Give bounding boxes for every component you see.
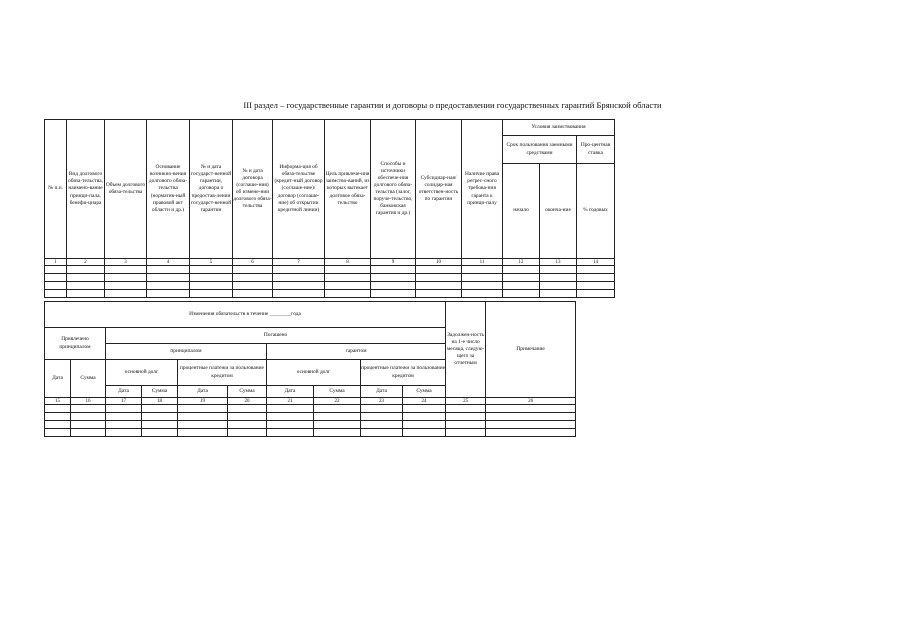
col-num: 14	[577, 259, 615, 266]
col-num: 13	[540, 259, 577, 266]
guarantees-table	[44, 119, 615, 298]
attracted-sum-header: Сумма	[71, 360, 106, 398]
changes-header: Изменения обязательств в течение ________года	[45, 302, 446, 328]
col-num: 12	[503, 259, 540, 266]
col-num: 2	[67, 259, 105, 266]
col-obligation-type-header: Вид долгового обяза-тельства, наимено-вание принци-пала, бенефи-циара	[67, 120, 105, 259]
term-header: Срок пользования заемными средствами	[503, 136, 577, 164]
principal-main-debt-header: основной долг	[106, 360, 178, 386]
col-number-header: № п.п.	[45, 120, 67, 259]
term-end-header: оконча-ние	[540, 164, 577, 259]
by-principal-header: принципалом	[106, 344, 267, 360]
col-basis-header: Основание возникно-вения долгового обяза-тельства (норматив-ный правовой акт области и др.)	[147, 120, 190, 259]
obligation-changes-table	[44, 301, 576, 437]
date-header: Дата	[178, 386, 228, 398]
col-num: 20	[228, 398, 267, 405]
table-row	[45, 282, 615, 290]
column-number-row	[45, 398, 576, 405]
col-num: 10	[416, 259, 462, 266]
col-num: 9	[371, 259, 416, 266]
column-number-row	[45, 259, 615, 266]
col-num: 17	[106, 398, 142, 405]
by-guarantor-header: гарантом	[267, 344, 446, 360]
principal-interest-header: процентные платежи за пользование кредитом	[178, 360, 267, 386]
col-num: 15	[45, 398, 71, 405]
col-num: 5	[190, 259, 233, 266]
col-liability-header: Субсидиар-ная/солидар-ная ответствен-ность по гарантии	[416, 120, 462, 259]
col-num: 6	[233, 259, 273, 266]
col-num: 18	[142, 398, 178, 405]
guarantor-main-debt-header: основной долг	[267, 360, 361, 386]
date-header: Дата	[267, 386, 314, 398]
section-title: III раздел – государственные гарантии и договоры о предоставлении государственных гарантий Брянской области	[243, 100, 662, 110]
col-num: 16	[71, 398, 106, 405]
table-row	[45, 290, 615, 298]
table-row	[45, 429, 576, 437]
table-row	[45, 421, 576, 429]
col-num: 7	[273, 259, 325, 266]
repaid-header: Погашено	[106, 328, 446, 344]
col-num: 26	[486, 398, 576, 405]
attracted-date-header: Дата	[45, 360, 71, 398]
table-row	[45, 405, 576, 413]
col-num: 3	[105, 259, 147, 266]
col-amendment-header: № и дата договора (соглаше-ния) об измене-нии долгового обяза-тельства	[233, 120, 273, 259]
term-start-header: начало	[503, 164, 540, 259]
col-num: 24	[403, 398, 446, 405]
sum-header: Сумма	[228, 386, 267, 398]
col-num: 1	[45, 259, 67, 266]
conditions-header: Условия заимствования	[503, 120, 615, 136]
col-security-header: Способы и источники обеспече-ния долгового обяза-тельства (залог, поруче-тельство, банковская гарантия и др.)	[371, 120, 416, 259]
note-header: Примечание	[486, 302, 576, 398]
col-guarantee-date-header: № и дата государст-венной гарантии, договора о предостав-лении государст-венной гарантии	[190, 120, 233, 259]
col-num: 21	[267, 398, 314, 405]
col-volume-header: Объем долгового обяза-тельства	[105, 120, 147, 259]
col-num: 25	[446, 398, 486, 405]
col-purpose-header: Цель привлече-ния заимство-ваний, из которых вытекает долговое обяза-тельство	[325, 120, 371, 259]
rate-header: Про-центная ставка	[577, 136, 615, 164]
rate-unit-header: % годовых	[577, 164, 615, 259]
col-num: 23	[361, 398, 403, 405]
sum-header: Сумма	[142, 386, 178, 398]
table-row	[45, 413, 576, 421]
sum-header: Сумма	[314, 386, 361, 398]
col-num: 8	[325, 259, 371, 266]
col-num: 22	[314, 398, 361, 405]
col-num: 4	[147, 259, 190, 266]
guarantor-interest-header: процентные платежи за пользование кредитом	[361, 360, 446, 386]
debt-header: Задолжен-ность на 1-е число месяца, следую-щего за отчетным	[446, 302, 486, 398]
col-regress-header: Наличие права регрес-сного требова-ния гаранта к принци-палу	[462, 120, 503, 259]
col-num: 19	[178, 398, 228, 405]
date-header: Дата	[106, 386, 142, 398]
col-obligation-info-header: Информа-ция об обяза-тельстве (кредит-ный договор (соглаше-ние)/ договор (соглаше-ние) об открытии кредитной линии)	[273, 120, 325, 259]
sum-header: Сумма	[403, 386, 446, 398]
date-header: Дата	[361, 386, 403, 398]
table-row	[45, 266, 615, 274]
table-row	[45, 274, 615, 282]
attracted-header: Привлечено принципалом	[45, 328, 106, 360]
col-num: 11	[462, 259, 503, 266]
